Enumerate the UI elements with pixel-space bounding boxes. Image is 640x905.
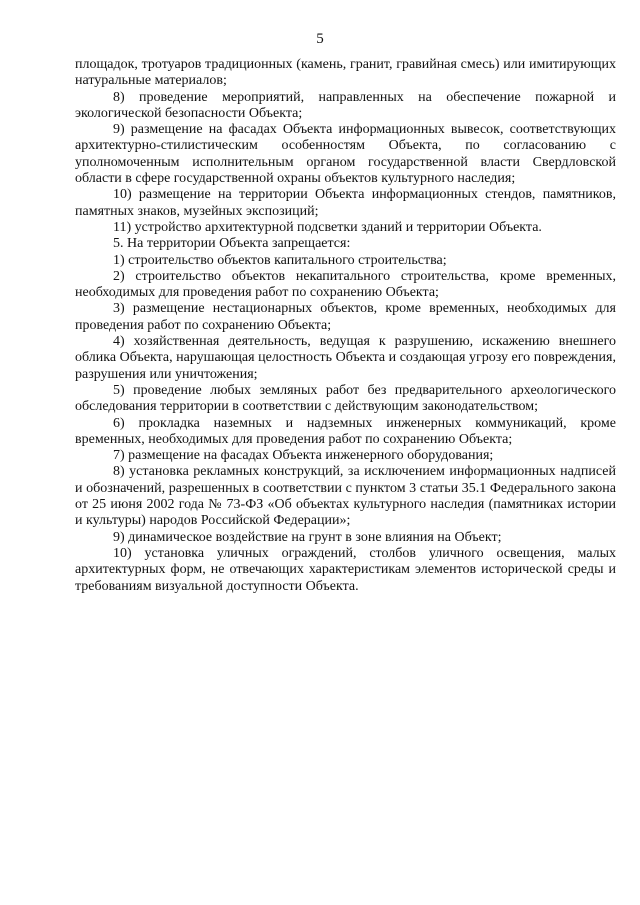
paragraph: 11) устройство архитектурной подсветки зданий и территории Объекта. — [113, 219, 542, 235]
paragraph: площадок, тротуаров традиционных (камень, гранит, гравийная смесь) или имитирующих натуральные материалов; — [75, 57, 616, 89]
paragraph: 3) размещение нестационарных объектов, кроме временных, необходимых для проведения работ по сохранению Объекта; — [75, 301, 616, 333]
page-number: 5 — [316, 31, 324, 47]
paragraph: 1) строительство объектов капитального строительства; — [113, 252, 447, 268]
paragraph: 2) строительство объектов некапитального строительства, кроме временных, необходимых для проведения работ по сохранению Объекта; — [75, 268, 616, 301]
paragraph: 8) установка рекламных конструкций, за исключением информационных надписей и обозначений, разрешенных в соответствии с пунктом 3 статьи 35.1 Федерального закона от 25 июня 2002 года № 73-ФЗ «Об объектах культурного наследия (памятниках истории и культуры) народов Российской Федерации»; — [75, 464, 616, 529]
paragraph: 9) динамическое воздействие на грунт в зоне влияния на Объект; — [113, 529, 502, 545]
paragraph: 5) проведение любых земляных работ без предварительного археологического обследования территории в соответствии с действующим законодательством; — [75, 382, 616, 415]
paragraph: 6) прокладка наземных и надземных инженерных коммуникаций, кроме временных, необходимых для проведения работ по сохранению Объекта; — [75, 415, 616, 447]
paragraph: 8) проведение мероприятий, направленных на обеспечение пожарной и экологической безопасности Объекта; — [75, 89, 616, 121]
document-body — [75, 57, 616, 595]
paragraph: 7) размещение на фасадах Объекта инженерного оборудования; — [113, 448, 494, 464]
paragraph: 10) установка уличных ограждений, столбов уличного освещения, малых архитектурных форм, не отвечающих характеристикам элементов исторической среды и требованиям визуальной доступности Объекта. — [75, 545, 616, 594]
paragraph: 9) размещение на фасадах Объекта информационных вывесок, соответствующих архитектурно-стилистическим особенностям Объекта, по согласованию с уполномоченным исполнительным органом государственной власти Свердловской области в сфере государственной охраны объектов культурного наследия; — [75, 122, 616, 187]
paragraph: 4) хозяйственная деятельность, ведущая к разрушению, искажению внешнего облика Объекта, нарушающая целостность Объекта и создающая угрозу его повреждения, разрушения или уничтожения; — [75, 334, 616, 382]
paragraph: 5. На территории Объекта запрещается: — [113, 236, 351, 252]
paragraph: 10) размещение на территории Объекта информационных стендов, памятников, памятных знаков, музейных экспозиций; — [75, 187, 616, 219]
